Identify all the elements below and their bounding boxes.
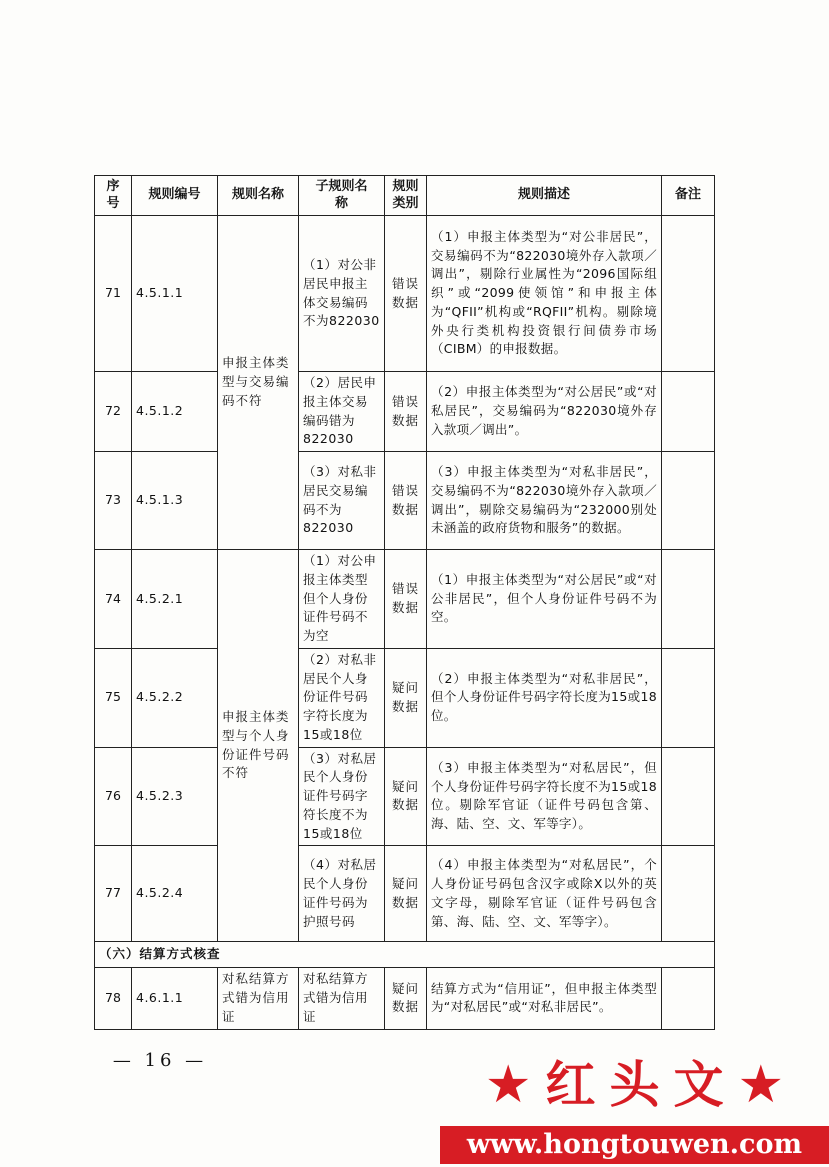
table-row [95, 846, 715, 942]
cell-note [662, 846, 715, 942]
cell-sub-rule: （1）对公申报主体类型但个人身份证件号码不为空 [299, 550, 385, 649]
cell-sub-rule: （2）居民申报主体交易编码错为822030 [299, 372, 385, 452]
cell-category: 错误数据 [385, 372, 427, 452]
cell-sub-rule: （2）对私非居民个人身份证件号码字符长度为15或18位 [299, 648, 385, 747]
cell-category: 错误数据 [385, 452, 427, 550]
rule-name-cell: 对私结算方式错为信用证 [218, 968, 299, 1029]
table-row [95, 372, 715, 452]
cell-seq: 73 [95, 452, 132, 550]
section-title: （六）结算方式核查 [95, 942, 715, 968]
cell-description: （1）申报主体类型为“对公非居民”，交易编码不为“822030境外存入款项／调出”，剔除行业属性为“2096国际组织”或“2099使领馆”和申报主体为“QFII”机构或“RQFII”机构。剔除境外央行类机构投资银行间债券市场（CIBM）的申报数据。 [427, 216, 662, 372]
cell-code: 4.5.1.2 [132, 372, 218, 452]
cell-description: 结算方式为“信用证”，但申报主体类型为“对私居民”或“对私非居民”。 [427, 968, 662, 1029]
cell-category: 疑问数据 [385, 968, 427, 1029]
table-row [95, 648, 715, 747]
cell-note [662, 747, 715, 846]
cell-seq: 77 [95, 846, 132, 942]
cell-sub-rule: （3）对私居民个人身份证件号码字符长度不为15或18位 [299, 747, 385, 846]
cell-seq: 75 [95, 648, 132, 747]
cell-seq: 76 [95, 747, 132, 846]
cell-code: 4.5.2.2 [132, 648, 218, 747]
watermark-url[interactable]: www.hongtouwen.com [440, 1126, 829, 1164]
cell-seq: 71 [95, 216, 132, 372]
header-code: 规则编号 [132, 176, 218, 216]
cell-category: 疑问数据 [385, 648, 427, 747]
cell-note [662, 550, 715, 649]
cell-code: 4.5.2.4 [132, 846, 218, 942]
cell-code: 4.5.2.1 [132, 550, 218, 649]
header-category: 规则类别 [385, 176, 427, 216]
header-seq: 序号 [95, 176, 132, 216]
table-row [95, 452, 715, 550]
star-icon: ★ [484, 1055, 532, 1115]
header-row [95, 176, 715, 216]
cell-category: 疑问数据 [385, 846, 427, 942]
rule-name-cell: 申报主体类型与交易编码不符 [218, 216, 299, 550]
watermark-char: 头 [609, 1055, 660, 1114]
cell-note [662, 648, 715, 747]
cell-code: 4.6.1.1 [132, 968, 218, 1029]
cell-seq: 72 [95, 372, 132, 452]
cell-note [662, 968, 715, 1029]
cell-code: 4.5.2.3 [132, 747, 218, 846]
header-sub: 子规则名称 [299, 176, 385, 216]
cell-code: 4.5.1.3 [132, 452, 218, 550]
cell-description: （3）申报主体类型为“对私非居民”，交易编码不为“822030境外存入款项／调出”，剔除交易编码为“232000别处未涵盖的政府货物和服务”的数据。 [427, 452, 662, 550]
table-row [95, 747, 715, 846]
watermark-char: 文 [673, 1055, 724, 1114]
table-row [95, 550, 715, 649]
cell-sub-rule: （4）对私居民个人身份证件号码为护照号码 [299, 846, 385, 942]
cell-note [662, 452, 715, 550]
watermark [440, 1050, 829, 1167]
rule-name-cell: 申报主体类型与个人身份证件号码不符 [218, 550, 299, 942]
header-desc: 规则描述 [427, 176, 662, 216]
header-note: 备注 [662, 176, 715, 216]
cell-seq: 78 [95, 968, 132, 1029]
star-icon: ★ [737, 1055, 785, 1115]
cell-sub-rule: 对私结算方式错为信用证 [299, 968, 385, 1029]
cell-description: （2）申报主体类型为“对公居民”或“对私居民”，交易编码为“822030境外存入款项／调出”。 [427, 372, 662, 452]
cell-sub-rule: （3）对私非居民交易编码不为822030 [299, 452, 385, 550]
cell-seq: 74 [95, 550, 132, 649]
page-number: — 16 — [112, 1050, 208, 1071]
cell-description: （4）申报主体类型为“对私居民”，个人身份证号码包含汉字或除X以外的英文字母，剔除军官证（证件号码包含第、海、陆、空、文、军等字）。 [427, 846, 662, 942]
cell-description: （3）申报主体类型为“对私居民”，但个人身份证件号码字符长度不为15或18位。剔除军官证（证件号码包含第、海、陆、空、文、军等字）。 [427, 747, 662, 846]
table-row [95, 216, 715, 372]
rules-table [94, 175, 715, 1030]
cell-description: （1）申报主体类型为“对公居民”或“对公非居民”，但个人身份证件号码不为空。 [427, 550, 662, 649]
cell-note [662, 216, 715, 372]
cell-code: 4.5.1.1 [132, 216, 218, 372]
watermark-char: 红 [545, 1055, 596, 1114]
cell-category: 错误数据 [385, 216, 427, 372]
watermark-title [440, 1050, 829, 1120]
cell-note [662, 372, 715, 452]
header-name: 规则名称 [218, 176, 299, 216]
cell-category: 疑问数据 [385, 747, 427, 846]
table-row [95, 968, 715, 1029]
cell-category: 错误数据 [385, 550, 427, 649]
cell-description: （2）申报主体类型为“对私非居民”，但个人身份证件号码字符长度为15或18位。 [427, 648, 662, 747]
section-row [95, 942, 715, 968]
cell-sub-rule: （1）对公非居民申报主体交易编码不为822030 [299, 216, 385, 372]
